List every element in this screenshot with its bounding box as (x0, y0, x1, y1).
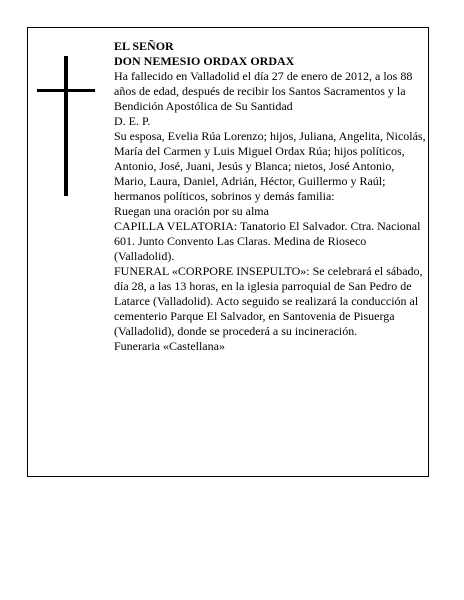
latin-cross-icon (37, 56, 95, 196)
notice-text (114, 39, 426, 354)
cross-vertical-bar (64, 56, 68, 196)
cross-horizontal-bar (37, 89, 95, 92)
deceased-title: EL SEÑOR (114, 39, 174, 53)
rest-in-peace: D. E. P. (114, 114, 151, 128)
funeral-home: Funeraria «Castellana» (114, 339, 225, 353)
prayer-request: Ruegan una oración por su alma (114, 204, 269, 218)
funeral-info: FUNERAL «CORPORE INSEPULTO»: Se celebrará el sábado, día 28, a las 13 horas, en la iglesia parroquial de San Pedro de Latarce (Valladolid). Acto seguido se realizará la conducción al cementerio Parque El Salvador, en Santovenia de Pisuerga (Valladolid), donde se procederá a su incineración. (114, 264, 423, 338)
chapel-info: CAPILLA VELATORIA: Tanatorio El Salvador. Ctra. Nacional 601. Junto Convento Las Claras. Medina de Rioseco (Valladolid). (114, 219, 421, 263)
deceased-name: DON NEMESIO ORDAX ORDAX (114, 54, 295, 68)
obituary-notice (27, 27, 429, 477)
death-announcement: Ha fallecido en Valladolid el día 27 de enero de 2012, a los 88 años de edad, después de recibir los Santos Sacramentos y la Bendición Apostólica de Su Santidad (114, 69, 413, 113)
family-list: Su esposa, Evelia Rúa Lorenzo; hijos, Juliana, Angelita, Nicolás, María del Carmen y Luis Miguel Ordax Rúa; hijos políticos, Antonio, José, Juani, Jesús y Blanca; nietos, José Antonio, Mario, Laura, Daniel, Adrián, Héctor, Guillermo y Raúl; hermanos políticos, sobrinos y demás familia: (114, 129, 426, 203)
